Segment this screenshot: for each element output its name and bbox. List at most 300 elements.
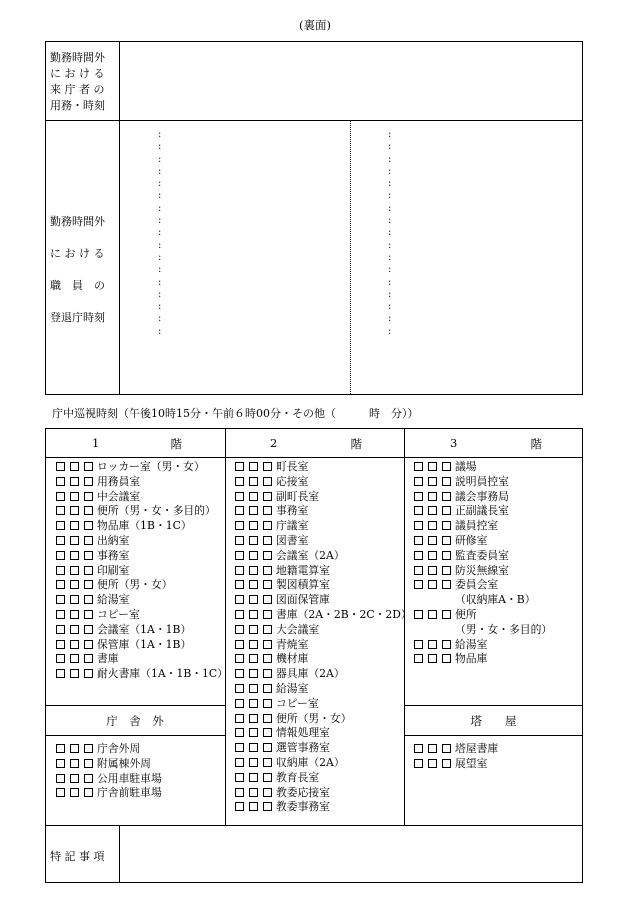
- floor1-room-list: [56, 460, 228, 682]
- checkbox[interactable]: [70, 610, 79, 619]
- checkbox[interactable]: [263, 758, 272, 767]
- time-colon: :: [158, 190, 162, 202]
- checkbox[interactable]: [414, 462, 423, 471]
- checkbox[interactable]: [414, 759, 423, 768]
- room-label: 庁舎前駐車場: [97, 786, 162, 800]
- checkbox[interactable]: [428, 654, 437, 663]
- checklist-row: [235, 475, 412, 490]
- time-colon: :: [388, 301, 392, 313]
- checkbox[interactable]: [249, 551, 258, 560]
- checkbox[interactable]: [263, 551, 272, 560]
- visitor-label-line: 来 庁 者 の: [50, 83, 105, 96]
- checkbox[interactable]: [263, 521, 272, 530]
- room-label: 大会議室: [276, 622, 320, 636]
- checkbox[interactable]: [249, 758, 258, 767]
- checklist-row: [414, 460, 552, 475]
- checkbox[interactable]: [84, 477, 93, 486]
- floor1-number: 1: [92, 436, 100, 450]
- tower-header-divider: [404, 735, 583, 736]
- checkbox[interactable]: [235, 595, 244, 604]
- checkbox[interactable]: [235, 551, 244, 560]
- checkbox[interactable]: [70, 492, 79, 501]
- checkbox[interactable]: [70, 669, 79, 678]
- visitor-label-line: 勤務時間外: [50, 51, 105, 64]
- checkbox[interactable]: [84, 625, 93, 634]
- checkbox[interactable]: [235, 669, 244, 678]
- checkbox[interactable]: [56, 521, 65, 530]
- checklist-row: [414, 652, 552, 667]
- checkbox[interactable]: [414, 551, 423, 560]
- checkbox[interactable]: [235, 521, 244, 530]
- checklist-row: [414, 504, 552, 519]
- checkbox[interactable]: [263, 506, 272, 515]
- checkbox[interactable]: [263, 669, 272, 678]
- checkbox[interactable]: [249, 699, 258, 708]
- checklist-row: [414, 549, 552, 564]
- outside-room-list: [56, 742, 162, 801]
- room-label: コピー室: [276, 696, 319, 710]
- checkbox[interactable]: [428, 759, 437, 768]
- checkbox[interactable]: [442, 536, 451, 545]
- checkbox[interactable]: [442, 744, 451, 753]
- checkbox[interactable]: [84, 536, 93, 545]
- checkbox[interactable]: [235, 654, 244, 663]
- remarks-entry-area[interactable]: [121, 827, 581, 881]
- checkbox[interactable]: [235, 506, 244, 515]
- checkbox[interactable]: [84, 595, 93, 604]
- checkbox[interactable]: [249, 684, 258, 693]
- time-colon: :: [388, 288, 392, 300]
- room-label: 町長室: [276, 460, 309, 473]
- room-label: 便所（男・女）: [97, 578, 173, 592]
- checkbox[interactable]: [263, 728, 272, 737]
- checkbox[interactable]: [235, 743, 244, 752]
- checklist-row: [235, 623, 412, 638]
- tower-room-list: [414, 742, 498, 772]
- checklist-row: [414, 475, 552, 490]
- checkbox[interactable]: [235, 773, 244, 782]
- checkbox[interactable]: [70, 654, 79, 663]
- checklist-row: [56, 757, 162, 772]
- checkbox[interactable]: [249, 802, 258, 811]
- time-colon: :: [158, 264, 162, 276]
- room-label: 事務室: [276, 504, 309, 518]
- room-label: 便所（男・女・多目的）: [97, 504, 216, 518]
- checkbox[interactable]: [235, 640, 244, 649]
- checklist-row: [235, 490, 412, 505]
- checkbox[interactable]: [235, 566, 244, 575]
- room-label: 出納室: [97, 533, 130, 547]
- checkbox[interactable]: [263, 684, 272, 693]
- checkbox[interactable]: [263, 788, 272, 797]
- checkbox[interactable]: [249, 625, 258, 634]
- checkbox[interactable]: [249, 521, 258, 530]
- checklist-row: [235, 741, 412, 756]
- checkbox[interactable]: [235, 788, 244, 797]
- checkbox[interactable]: [70, 477, 79, 486]
- checkbox[interactable]: [70, 640, 79, 649]
- checkbox[interactable]: [84, 521, 93, 530]
- room-label: 物品庫（1B・1C）: [97, 519, 192, 533]
- checkbox[interactable]: [428, 536, 437, 545]
- checkbox[interactable]: [263, 595, 272, 604]
- floor3-number: 3: [450, 436, 458, 450]
- time-colon: :: [388, 227, 392, 239]
- checkbox[interactable]: [56, 788, 65, 797]
- checkbox[interactable]: [56, 580, 65, 589]
- checkbox[interactable]: [249, 462, 258, 471]
- checklist-row: [235, 578, 412, 593]
- checkbox[interactable]: [84, 759, 93, 768]
- checkbox[interactable]: [84, 492, 93, 501]
- time-colon: :: [158, 178, 162, 190]
- checkbox[interactable]: [249, 595, 258, 604]
- room-label: 機材庫: [276, 652, 309, 666]
- room-label: 給湯室: [455, 637, 488, 651]
- checkbox[interactable]: [442, 580, 451, 589]
- time-colon: :: [388, 165, 392, 177]
- checkbox[interactable]: [56, 640, 65, 649]
- checkbox[interactable]: [235, 610, 244, 619]
- checkbox[interactable]: [249, 477, 258, 486]
- staff-label: [50, 206, 116, 334]
- checkbox[interactable]: [414, 640, 423, 649]
- staff-label-line: 登退庁時刻: [50, 311, 105, 324]
- checkbox[interactable]: [414, 521, 423, 530]
- checkbox[interactable]: [249, 566, 258, 575]
- checklist-row: [235, 756, 412, 771]
- checkbox[interactable]: [249, 580, 258, 589]
- checklist-row: [235, 682, 412, 697]
- checkbox[interactable]: [442, 506, 451, 515]
- room-label: 塔屋書庫: [455, 742, 499, 755]
- checkbox[interactable]: [84, 566, 93, 575]
- checklist-row: [56, 549, 228, 564]
- checkbox[interactable]: [84, 462, 93, 471]
- visitor-label: [50, 50, 116, 114]
- checklist-row: [56, 638, 228, 653]
- checklist-row: [235, 504, 412, 519]
- checkbox[interactable]: [442, 610, 451, 619]
- checkbox[interactable]: [56, 774, 65, 783]
- room-label: 庁議室: [276, 519, 309, 533]
- checklist-row: [56, 772, 162, 787]
- visitor-label-line: 用務・時刻: [50, 99, 105, 112]
- room-label: 物品庫: [455, 652, 488, 666]
- checkbox[interactable]: [263, 773, 272, 782]
- checkbox[interactable]: [70, 625, 79, 634]
- outside-header: 庁 舎 外: [106, 714, 164, 728]
- checkbox[interactable]: [235, 714, 244, 723]
- room-label: 教委事務室: [276, 800, 330, 814]
- time-colon: :: [388, 141, 392, 153]
- time-colon: :: [388, 325, 392, 337]
- checkbox[interactable]: [56, 759, 65, 768]
- checkbox[interactable]: [235, 625, 244, 634]
- room-label: 選管事務室: [276, 741, 330, 755]
- checkbox[interactable]: [84, 640, 93, 649]
- checkbox[interactable]: [442, 640, 451, 649]
- checkbox[interactable]: [56, 566, 65, 575]
- room-label: 議場: [455, 460, 477, 473]
- checkbox[interactable]: [263, 743, 272, 752]
- checklist-row: [235, 608, 412, 623]
- checkbox[interactable]: [235, 758, 244, 767]
- room-label: 書庫: [97, 652, 119, 666]
- checkbox[interactable]: [263, 714, 272, 723]
- checkbox[interactable]: [84, 580, 93, 589]
- time-colon: :: [388, 129, 392, 140]
- checkbox[interactable]: [442, 551, 451, 560]
- checkbox[interactable]: [428, 640, 437, 649]
- outside-top-divider: [45, 705, 225, 706]
- room-label: 図書室: [276, 533, 309, 547]
- checkbox[interactable]: [428, 492, 437, 501]
- checkbox[interactable]: [442, 462, 451, 471]
- room-label: 書庫（2A・2B・2C・2D）: [276, 607, 412, 621]
- checkbox[interactable]: [414, 654, 423, 663]
- checklist-row: [56, 742, 162, 757]
- checkbox[interactable]: [414, 580, 423, 589]
- checkbox[interactable]: [414, 506, 423, 515]
- checkbox[interactable]: [56, 610, 65, 619]
- room-label: ロッカー室（男・女）: [97, 460, 205, 473]
- checkbox[interactable]: [263, 477, 272, 486]
- outside-header-divider: [45, 735, 225, 736]
- time-colon: :: [158, 227, 162, 239]
- remarks-label: 特 記 事 項: [50, 850, 105, 863]
- checkbox[interactable]: [84, 669, 93, 678]
- checkbox[interactable]: [70, 566, 79, 575]
- checkbox[interactable]: [70, 788, 79, 797]
- checkbox[interactable]: [235, 462, 244, 471]
- room-label: 教育長室: [276, 770, 320, 784]
- checkbox[interactable]: [263, 610, 272, 619]
- checkbox[interactable]: [263, 625, 272, 634]
- checkbox[interactable]: [56, 477, 65, 486]
- checkbox[interactable]: [442, 759, 451, 768]
- time-colon: :: [158, 202, 162, 214]
- checkbox[interactable]: [414, 536, 423, 545]
- checkbox[interactable]: [263, 699, 272, 708]
- checkbox[interactable]: [56, 654, 65, 663]
- time-colon: :: [158, 141, 162, 153]
- checkbox[interactable]: [70, 536, 79, 545]
- checklist-row: [56, 667, 228, 682]
- checkbox[interactable]: [263, 536, 272, 545]
- room-label: 公用車駐車場: [97, 771, 162, 785]
- time-colon: :: [158, 251, 162, 263]
- checkbox[interactable]: [442, 654, 451, 663]
- time-colon: :: [388, 202, 392, 214]
- checkbox[interactable]: [70, 521, 79, 530]
- checkbox[interactable]: [249, 728, 258, 737]
- checkbox[interactable]: [428, 506, 437, 515]
- checkbox[interactable]: [84, 654, 93, 663]
- checkbox[interactable]: [56, 536, 65, 545]
- checkbox[interactable]: [56, 744, 65, 753]
- checkbox[interactable]: [428, 521, 437, 530]
- time-colon: :: [158, 313, 162, 325]
- checkbox[interactable]: [249, 640, 258, 649]
- checklist-row: [235, 726, 412, 741]
- checkbox[interactable]: [70, 774, 79, 783]
- room-label: 議会事務局: [455, 489, 509, 503]
- label-column-divider: [119, 41, 120, 395]
- checkbox[interactable]: [56, 551, 65, 560]
- checkbox[interactable]: [263, 566, 272, 575]
- room-label: 用務員室: [97, 474, 141, 488]
- checkbox[interactable]: [56, 492, 65, 501]
- checkbox[interactable]: [414, 492, 423, 501]
- room-sub-label: （収納庫A・B）: [455, 593, 536, 607]
- patrol-blank: 時 分））: [336, 407, 419, 420]
- time-colon: :: [158, 239, 162, 251]
- checkbox[interactable]: [235, 684, 244, 693]
- room-label: 地籍電算室: [276, 563, 330, 577]
- time-colon: :: [388, 239, 392, 251]
- floor2-header: [270, 436, 362, 452]
- staff-departure-colons[interactable]: [388, 129, 391, 338]
- checklist-row: [56, 623, 228, 638]
- checkbox[interactable]: [56, 595, 65, 604]
- checkbox[interactable]: [84, 788, 93, 797]
- checkbox[interactable]: [249, 506, 258, 515]
- checklist-row: [235, 593, 412, 608]
- checkbox[interactable]: [249, 669, 258, 678]
- checkbox[interactable]: [428, 580, 437, 589]
- checkbox[interactable]: [414, 610, 423, 619]
- checkbox[interactable]: [414, 566, 423, 575]
- room-label: 議員控室: [455, 519, 499, 533]
- checkbox[interactable]: [235, 802, 244, 811]
- checkbox[interactable]: [263, 492, 272, 501]
- checkbox[interactable]: [442, 492, 451, 501]
- checkbox[interactable]: [84, 610, 93, 619]
- checkbox[interactable]: [70, 580, 79, 589]
- checkbox[interactable]: [414, 477, 423, 486]
- checklist-row: [56, 460, 228, 475]
- checkbox[interactable]: [84, 744, 93, 753]
- checklist-row: [235, 534, 412, 549]
- time-colon: :: [388, 190, 392, 202]
- time-colon: :: [388, 276, 392, 288]
- room-label: 中会議室: [97, 489, 141, 503]
- checkbox[interactable]: [235, 536, 244, 545]
- room-label: コピー室: [97, 607, 140, 621]
- checkbox[interactable]: [442, 566, 451, 575]
- time-colon: :: [388, 178, 392, 190]
- checkbox[interactable]: [84, 551, 93, 560]
- staff-arrival-colons[interactable]: [158, 129, 161, 338]
- time-colon: :: [388, 153, 392, 165]
- checkbox[interactable]: [263, 640, 272, 649]
- checkbox[interactable]: [56, 462, 65, 471]
- checkbox[interactable]: [249, 492, 258, 501]
- checkbox[interactable]: [70, 462, 79, 471]
- checkbox[interactable]: [56, 669, 65, 678]
- checkbox[interactable]: [249, 654, 258, 663]
- checkbox[interactable]: [249, 610, 258, 619]
- checkbox[interactable]: [428, 477, 437, 486]
- checkbox[interactable]: [249, 788, 258, 797]
- checkbox[interactable]: [235, 580, 244, 589]
- checklist-row: [414, 742, 498, 757]
- checkbox[interactable]: [249, 743, 258, 752]
- checkbox[interactable]: [442, 477, 451, 486]
- checkbox[interactable]: [70, 595, 79, 604]
- room-label: 青焼室: [276, 637, 309, 651]
- checkbox[interactable]: [235, 699, 244, 708]
- room-label: 情報処理室: [276, 726, 330, 740]
- checkbox[interactable]: [249, 714, 258, 723]
- tower-header: 塔 屋: [470, 714, 517, 728]
- room-label: 保管庫（1A・1B）: [97, 637, 192, 651]
- checkbox[interactable]: [70, 506, 79, 515]
- time-colon: :: [158, 288, 162, 300]
- checkbox[interactable]: [263, 462, 272, 471]
- checkbox[interactable]: [70, 551, 79, 560]
- room-label: 製図積算室: [276, 578, 330, 592]
- room-label: 給湯室: [276, 681, 309, 695]
- page-header: (裏面): [299, 18, 331, 32]
- checklist-row: [235, 667, 412, 682]
- checklist-row: [414, 564, 552, 579]
- visitor-entry-area[interactable]: [121, 43, 581, 119]
- checkbox[interactable]: [414, 744, 423, 753]
- checkbox[interactable]: [84, 774, 93, 783]
- room-label: 防災無線室: [455, 563, 509, 577]
- room-label: 研修室: [455, 533, 488, 547]
- checkbox[interactable]: [428, 566, 437, 575]
- patrol-time-line[interactable]: [52, 405, 419, 421]
- checkbox[interactable]: [84, 506, 93, 515]
- checklist-row: [414, 638, 552, 653]
- floor2-number: 2: [270, 436, 278, 450]
- checkbox[interactable]: [428, 551, 437, 560]
- checkbox[interactable]: [428, 610, 437, 619]
- checkbox[interactable]: [263, 580, 272, 589]
- checkbox[interactable]: [235, 492, 244, 501]
- checkbox[interactable]: [428, 462, 437, 471]
- checkbox[interactable]: [235, 728, 244, 737]
- checkbox[interactable]: [263, 802, 272, 811]
- checklist-row: [56, 519, 228, 534]
- floor3-room-list: [414, 460, 552, 667]
- checkbox[interactable]: [56, 625, 65, 634]
- checkbox[interactable]: [249, 773, 258, 782]
- time-colon: :: [158, 165, 162, 177]
- floor3-word: 階: [530, 437, 542, 451]
- checkbox[interactable]: [56, 506, 65, 515]
- checklist-row: [235, 712, 412, 727]
- checkbox[interactable]: [235, 477, 244, 486]
- floor-header-divider: [45, 457, 583, 458]
- staff-label-line: に お け る: [50, 247, 105, 260]
- checkbox[interactable]: [428, 744, 437, 753]
- room-label: 会議室（2A）: [276, 548, 345, 562]
- checkbox[interactable]: [263, 654, 272, 663]
- time-colon: :: [158, 276, 162, 288]
- checkbox[interactable]: [442, 521, 451, 530]
- checkbox[interactable]: [70, 744, 79, 753]
- time-colon: :: [388, 251, 392, 263]
- checkbox[interactable]: [70, 759, 79, 768]
- room-label: 会議室（1A・1B）: [97, 622, 192, 636]
- checklist-row: [235, 771, 412, 786]
- checkbox[interactable]: [249, 536, 258, 545]
- room-label: 図面保管庫: [276, 593, 330, 607]
